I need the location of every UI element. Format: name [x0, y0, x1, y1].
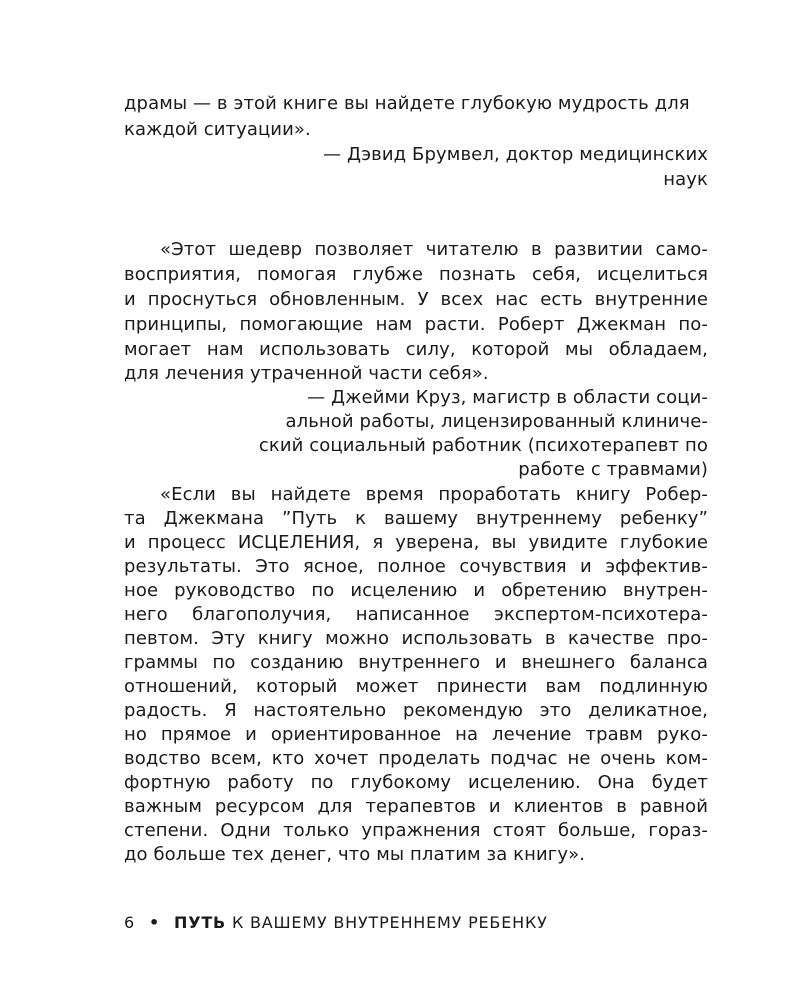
attribution-line: альной работы, лицензированный клиниче-: [285, 411, 708, 432]
attribution-line: работе с травмами): [518, 459, 708, 480]
text-line: певтом. Эту книгу можно использовать в качестве про-: [124, 628, 708, 649]
text-line: и процесс ИСЦЕЛЕНИЯ, я уверена, вы увидите глубокие: [124, 532, 708, 553]
attribution-line: — Дэвид Брумвел, доктор медицинских: [323, 144, 708, 165]
attribution-line: — Джейми Круз, магистр в области соци-: [307, 387, 708, 408]
text-line: него благополучия, написанное экспертом-психотера-: [124, 604, 708, 625]
page-footer: [124, 912, 548, 934]
text-line: до больше тех денег, что мы платим за книгу».: [124, 844, 586, 865]
text-line: граммы по созданию внутреннего и внешнего баланса: [124, 652, 708, 673]
text-line: драмы — в этой книге вы найдете глубокую мудрость для: [124, 93, 690, 114]
page-number: 6: [124, 913, 135, 932]
text-line: ное руководство по исцелению и обретению внутрен-: [124, 580, 708, 601]
text-line: степени. Одни только упражнения стоят больше, гораз-: [124, 820, 708, 841]
text-line: водство всем, кто хочет проделать подчас не очень ком-: [124, 748, 708, 769]
text-line: «Если вы найдете время проработать книгу Робер-: [160, 484, 708, 505]
text-line: для лечения утраченной части себя».: [124, 363, 489, 384]
text-line: восприятия, помогая глубже познать себя, исцелиться: [124, 264, 708, 285]
text-line: отношений, который может принести вам подлинную: [124, 676, 708, 697]
running-title: К ВАШЕМУ ВНУТРЕННЕМУ РЕБЕНКУ: [226, 913, 548, 932]
text-line: каждой ситуации».: [124, 119, 311, 140]
bullet-separator: •: [148, 913, 161, 932]
text-line: важным ресурсом для терапевтов и клиентов в равной: [124, 796, 708, 817]
text-line: и проснуться обновленным. У всех нас есть внутренние: [124, 289, 708, 310]
text-line: радость. Я настоятельно рекомендую это деликатное,: [124, 700, 708, 721]
attribution-line: ский социальный работник (психотерапевт по: [258, 435, 708, 456]
text-line: результаты. Это ясное, полное сочувствия и эффектив-: [124, 556, 708, 577]
text-line: та Джекмана ”Путь к вашему внутреннему ребенку”: [124, 508, 708, 529]
text-line: но прямое и ориентированное на лечение травм руко-: [124, 724, 708, 745]
text-line: принципы, помогающие нам расти. Роберт Джекман по-: [124, 314, 708, 335]
attribution-line: наук: [663, 169, 708, 190]
text-line: «Этот шедевр позволяет читателю в развитии само-: [160, 239, 708, 260]
running-title-bold: ПУТЬ: [174, 913, 227, 932]
text-line: могает нам использовать силу, которой мы обладаем,: [124, 339, 708, 360]
text-line: фортную работу по глубокому исцелению. Она будет: [124, 772, 708, 793]
